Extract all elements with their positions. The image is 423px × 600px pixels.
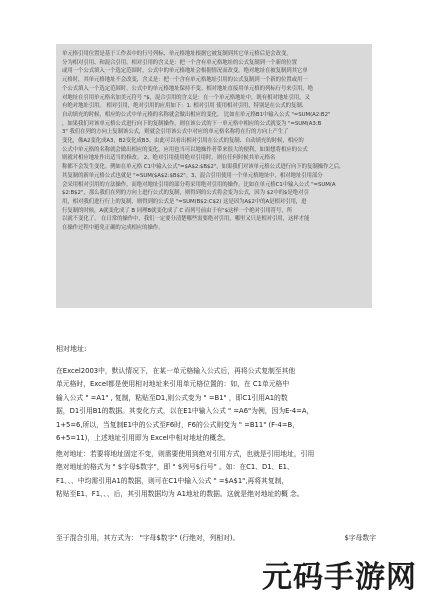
- site-watermark-logo: 元码手游网: [262, 560, 417, 595]
- scanned-text-line: 有绝对地址引用。 相对引用，绝对引用的应用如下：1. 相对引用 使用相对引用，特别是在公式的复制、: [62, 103, 308, 110]
- scanned-text-line: 则就对相应地址作出适当的修改。 2、绝对引用使用绝对引用时，则在任何时候其单元格名: [62, 155, 276, 162]
- paragraph-line: 在Excel2003中，默认情况下，在某一单元格输入公式后，再将公式复制至其他: [56, 367, 296, 375]
- paragraph-line: 6+5=11)，上述地址引用即为 Excel中相对地址的概念。: [56, 434, 230, 443]
- paragraph-line: 据，D1引用B1的数据。其变化方式，以在E1中输入公式 " =A6"为例，因为E-4=A，: [56, 407, 314, 416]
- scanned-text-line: 单元格引用位置是基于工作表中的行号列标，单元格地址根据它被复制到其它单元格后是会改变，: [62, 51, 292, 57]
- scanned-text-line: 称都不会发生变化。例如在单元格 C1中输入公式"=$A$2:$B$2"，如果我们对该单元格公式进行向下的复制操作之后，: [62, 164, 345, 171]
- section-heading-relative-address: 相对地址:: [56, 345, 87, 353]
- scanned-text-line: 会采用相对引用的方法操作，而绝对地址引用的部分将采用绝对引用的操作。比如在单元格C1中输入公式 "=SUM(A: [62, 181, 336, 188]
- paragraph-line: 绝对地址的格式为 " $字母$数字"，即 " $列号$行号" 。如：在C1、D1、E1、: [56, 463, 294, 472]
- paragraph-absolute-address: [56, 448, 376, 502]
- paragraph-line: F1、、、中均需引用A1的数据，则可在C1中输入公式 " =$A$1",再将其复制，: [56, 476, 289, 485]
- paragraph-line: 单元格时，Excel都是使用相对地址来引用单元格位置的：如，在 C1单元格中: [56, 380, 290, 389]
- scanned-text-line: 在操作过程中避免正确的完成相应的操作。: [62, 225, 164, 232]
- scanned-text-line: $2:B$2"，那么我们在列的方向上进行公式的复制，则得到的公式将会变为公式，因为 $2中的$是绝对引: [62, 190, 309, 197]
- scanned-text-line: 以就不变化了。 在日常的操作中，我们一定要分清楚哪些需要绝对引用，哪里又只是相对引用，这样才能: [62, 216, 310, 223]
- scanned-text-line: 个公式填入一个选定范围时，公式中的单元格地址保持不变。相对地址直接用单元格的列标行号来引用，绝: [62, 85, 314, 92]
- scanned-text-line: ，如果我们对该单元格公式进行向下的复制操作，则在该公式的下一单元格中相应的公式就变为 "=SUM(A3:B: [62, 120, 322, 127]
- scanned-text-line: 3" 我们在列的方向上复制该公式，则就会引用该公式中对应的单元格名称将在行的方向上产生了: [62, 129, 289, 136]
- scanned-text-line: 分为相对引用、和混合引用。相对引用的含义是：把一个含有单元格地址的公式复制到一个新的位置: [62, 59, 297, 66]
- scanned-text-line: 自动填充的时候，相应的公式中单元格的名称就会做出相应的变化。 比如在单元格B1中输入公式 "=SUM(A2:B2": [62, 111, 331, 118]
- scanned-text-line: 其复制的新单元格公式也就是 "=SUM($A$2:$B$2"。3、混合引用使用一个单元格地址中，相对地址引用部分: [62, 172, 323, 179]
- scanned-text-line: 行复制的时候，A就变化成了 B 同理B就变化成了 C 而列号前由于有"$这样一个绝对引用符号，所: [62, 207, 293, 214]
- paragraph-line: 输入公式 " =A1" , 复制，粘贴至D1,则公式变为 " =B1" ，即C1引用A1的数: [56, 393, 288, 402]
- paragraph-line: 粘贴至E1、F1、、、后，其引用数据均为 A1地址的数据。这就是绝对地址的概 念。: [56, 490, 304, 499]
- paragraph-line: 1+5=6,所以，当复制E1中的公式至F6时，F6的公式则变为 " =B11" (F-4=B，: [56, 420, 299, 429]
- scanned-text-line: 对地址在引用单元格名加美元符号 "$，混合引用的含义是：在一个单元格地址中，既有相对地址引用，又: [62, 94, 310, 101]
- scanned-text-line: 元格时，其单元格地址不会改变，含义是：把一个含有单元格地址引用的公式复制到一个新的位置或用一: [62, 77, 308, 84]
- paragraph-relative-address: [56, 365, 376, 445]
- paragraph-line: 绝对地址：若要将地址固定不变，则需要使用到绝对引用方式，也就是引用地址，引用: [56, 450, 315, 458]
- mixed-reference-text: 至于混合引用，其方式为： "字母$数字" (行绝对，列相对)。: [56, 534, 240, 542]
- scanned-text-line: 公式中单元格的名称就会做出相应的变化，应用也当可以地操作者带来很大的便利，如果想将相应的公式: [62, 146, 308, 153]
- scanned-text-line: 变化，像A2变化成A3，B2变化成B3。由此可以看出相对引用在公式的复制、自动填充的时候，相应的: [62, 138, 304, 145]
- scanned-text-line: 用，相对我们进行行上的复制，则得到的公式是 "=SUM(B$2:C$2) 这是因为A$2中的A是相对引用，进: [62, 198, 307, 205]
- scanned-text-block: [56, 44, 372, 308]
- scanned-text-line: 或用一个公式填入一个选定范围时，公式中的单元格地址会根据情况而改变。绝对地址在被复制到其它单: [62, 68, 308, 75]
- mixed-reference-format: $字母数字: [344, 534, 376, 542]
